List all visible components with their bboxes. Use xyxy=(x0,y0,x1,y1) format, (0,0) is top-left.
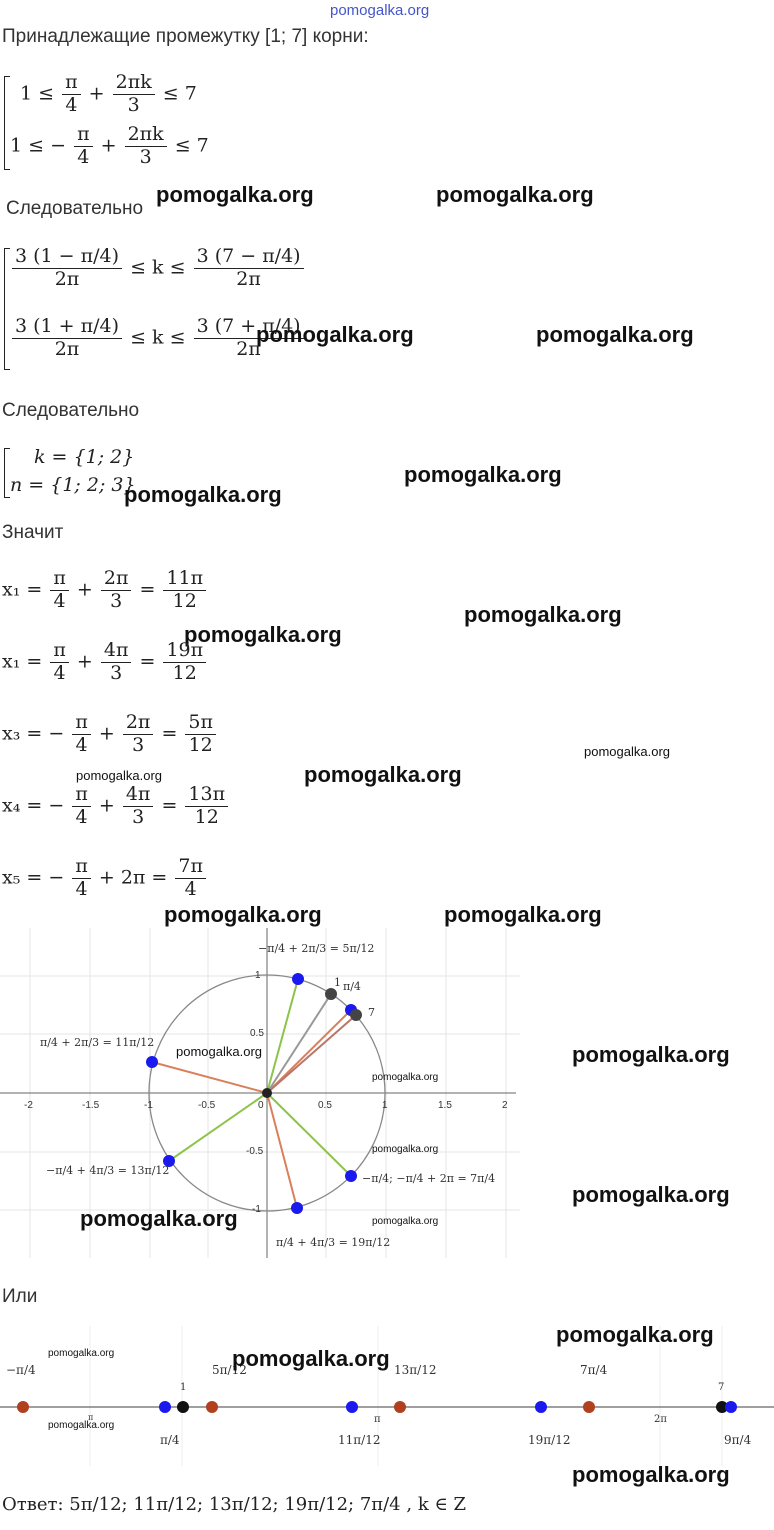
tick-x: -0.5 xyxy=(198,1100,216,1111)
mark-pi: π xyxy=(374,1414,381,1425)
point-19pi12 xyxy=(535,1401,547,1413)
watermark[interactable]: pomogalka.org xyxy=(572,1182,730,1207)
tick-x: -1.5 xyxy=(82,1100,100,1111)
tick-x: 2 xyxy=(502,1100,508,1111)
label-11pi12: 11π/12 xyxy=(338,1433,381,1447)
watermark[interactable]: pomogalka.org xyxy=(176,1044,262,1059)
watermark[interactable]: pomogalka.org xyxy=(256,322,414,347)
system2-row1: $\frac{3 (1 - \pi/4)}{2\pi}$ ≤ k ≤ $\frac{3 (7 - \pi/4)}{2\pi}$ xyxy=(10,246,306,291)
point-1 xyxy=(325,988,337,1000)
root-x5: x₅ = − $\frac{\pi}{4}$ + 2π = $\frac{7\pi}{4}$ xyxy=(2,856,208,901)
tick-y: 0.5 xyxy=(250,1028,264,1039)
point-7pi4 xyxy=(583,1401,595,1413)
tick-y: 1 xyxy=(255,970,261,981)
tick-x: 0.5 xyxy=(318,1100,332,1111)
mark-1: 1 xyxy=(180,1382,187,1393)
answer: Ответ: 5π/12; 11π/12; 13π/12; 19π/12; 7π/4 , k ∈ Z xyxy=(2,1494,466,1515)
label-19pi12: π/4 + 4π/3 = 19π/12 xyxy=(276,1236,391,1249)
radius-5pi12 xyxy=(267,979,298,1093)
watermark[interactable]: pomogalka.org xyxy=(436,182,594,207)
point-9pi4 xyxy=(725,1401,737,1413)
label-5pi12: −π/4 + 2π/3 = 5π/12 xyxy=(258,942,375,955)
watermark[interactable]: pomogalka.org xyxy=(556,1322,714,1347)
point-13pi12 xyxy=(394,1401,406,1413)
mark-7: 7 xyxy=(368,1006,375,1019)
watermark[interactable]: pomogalka.org xyxy=(464,602,622,627)
mark-pi-small: π xyxy=(88,1413,94,1422)
mark-1: 1 xyxy=(334,976,341,989)
watermark[interactable]: pomogalka.org xyxy=(572,1042,730,1067)
system1-row2: 1 ≤ − $\frac{\pi}{4}$ + $\frac{2\pi k}{3}$ ≤ 7 xyxy=(10,123,209,168)
answer-item: 7π/4 xyxy=(359,1494,401,1515)
watermark[interactable]: pomogalka.org xyxy=(584,744,670,759)
radius-7 xyxy=(267,1015,356,1093)
tick-y: -0.5 xyxy=(246,1146,264,1157)
radius-pi4 xyxy=(267,1010,351,1093)
therefore-1: Следовательно xyxy=(6,198,144,219)
point-11pi12 xyxy=(346,1401,358,1413)
point-neg-pi4 xyxy=(17,1401,29,1413)
watermark[interactable]: pomogalka.org xyxy=(76,768,162,783)
radius-11pi12 xyxy=(152,1062,267,1093)
watermark[interactable]: pomogalka.org xyxy=(48,1420,115,1431)
tick-x: -1 xyxy=(144,1100,153,1111)
answer-item: 5π/12 xyxy=(69,1494,122,1515)
answer-item: 11π/12 xyxy=(133,1494,198,1515)
root-x1a: x₁ = $\frac{\pi}{4}$ + $\frac{2\pi}{3}$ = $\frac{11\pi}{12}$ xyxy=(2,568,208,613)
label-pi4: π/4 xyxy=(343,980,361,993)
system2-row2: $\frac{3 (1 + \pi/4)}{2\pi}$ ≤ k ≤ $\frac{3 (7 + \pi/4)}{2\pi}$ xyxy=(10,316,306,361)
watermark[interactable]: pomogalka.org xyxy=(536,322,694,347)
point-5pi12 xyxy=(206,1401,218,1413)
watermark-top[interactable]: pomogalka.org xyxy=(330,2,430,19)
watermark[interactable]: pomogalka.org xyxy=(232,1346,390,1371)
mark-7: 7 xyxy=(718,1382,725,1393)
watermark[interactable]: pomogalka.org xyxy=(80,1206,238,1231)
set-n: n = {1; 2; 3} xyxy=(10,474,136,496)
watermark[interactable]: pomogalka.org xyxy=(164,902,322,927)
point-7 xyxy=(350,1009,362,1021)
point-19pi12 xyxy=(291,1202,303,1214)
unit-circle-figure xyxy=(0,928,520,1258)
watermark[interactable]: pomogalka.org xyxy=(372,1072,439,1083)
watermark[interactable]: pomogalka.org xyxy=(444,902,602,927)
watermark[interactable]: pomogalka.org xyxy=(372,1144,439,1155)
answer-item: 19π/12 xyxy=(284,1494,349,1515)
point-1 xyxy=(177,1401,189,1413)
tick-x: 1.5 xyxy=(438,1100,452,1111)
tick-x: 0 xyxy=(258,1100,264,1111)
label-13pi12: 13π/12 xyxy=(394,1363,437,1377)
origin-point xyxy=(262,1088,272,1098)
radius-7pi4 xyxy=(267,1093,351,1176)
point-5pi12 xyxy=(292,973,304,985)
znachit: Значит xyxy=(2,522,64,543)
watermark[interactable]: pomogalka.org xyxy=(404,462,562,487)
root-x3: x₃ = − $\frac{\pi}{4}$ + $\frac{2\pi}{3}$ = $\frac{5\pi}{12}$ xyxy=(2,712,218,757)
tick-x: 1 xyxy=(382,1100,388,1111)
label-9pi4: 9π/4 xyxy=(724,1433,752,1447)
answer-item: 13π/12 xyxy=(208,1494,273,1515)
label-19pi12: 19π/12 xyxy=(528,1433,571,1447)
answer-suffix: , k ∈ Z xyxy=(406,1494,466,1515)
point-11pi12 xyxy=(146,1056,158,1068)
set-k: k = {1; 2} xyxy=(34,446,135,468)
watermark[interactable]: pomogalka.org xyxy=(572,1462,730,1487)
label-13pi12: −π/4 + 4π/3 = 13π/12 xyxy=(46,1164,170,1177)
label-7pi4: −π/4; −π/4 + 2π = 7π/4 xyxy=(362,1172,496,1185)
watermark[interactable]: pomogalka.org xyxy=(48,1348,115,1359)
watermark[interactable]: pomogalka.org xyxy=(304,762,462,787)
label-neg-pi4: −π/4 xyxy=(6,1363,36,1377)
watermark[interactable]: pomogalka.org xyxy=(372,1216,439,1227)
therefore-2: Следовательно xyxy=(2,400,140,421)
label-11pi12: π/4 + 2π/3 = 11π/12 xyxy=(40,1036,155,1049)
watermark[interactable]: pomogalka.org xyxy=(124,482,282,507)
watermark[interactable]: pomogalka.org xyxy=(156,182,314,207)
root-x1b: x₁ = $\frac{\pi}{4}$ + $\frac{4\pi}{3}$ = $\frac{19\pi}{12}$ xyxy=(2,640,208,685)
point-7pi4 xyxy=(345,1170,357,1182)
system1-row1: 1 ≤ $\frac{\pi}{4}$ + $\frac{2\pi k}{3}$ ≤ 7 xyxy=(20,71,197,116)
label-5pi12: 5π/12 xyxy=(212,1363,247,1377)
root-x4: x₄ = − $\frac{\pi}{4}$ + $\frac{4\pi}{3}$ = $\frac{13\pi}{12}$ xyxy=(2,784,230,829)
tick-x: -2 xyxy=(24,1100,33,1111)
ili: Или xyxy=(2,1286,38,1307)
label-7pi4: 7π/4 xyxy=(580,1363,608,1377)
radius-1 xyxy=(267,994,331,1093)
watermark[interactable]: pomogalka.org xyxy=(184,622,342,647)
radius-19pi12 xyxy=(267,1093,297,1208)
mark-2pi: 2π xyxy=(654,1414,667,1425)
heading: Принадлежащие промежутку [1; 7] корни: xyxy=(2,26,369,47)
label-pi4: π/4 xyxy=(160,1433,180,1447)
point-pi4 xyxy=(159,1401,171,1413)
tick-y: -1 xyxy=(252,1204,261,1215)
answer-prefix: Ответ: xyxy=(2,1494,64,1515)
